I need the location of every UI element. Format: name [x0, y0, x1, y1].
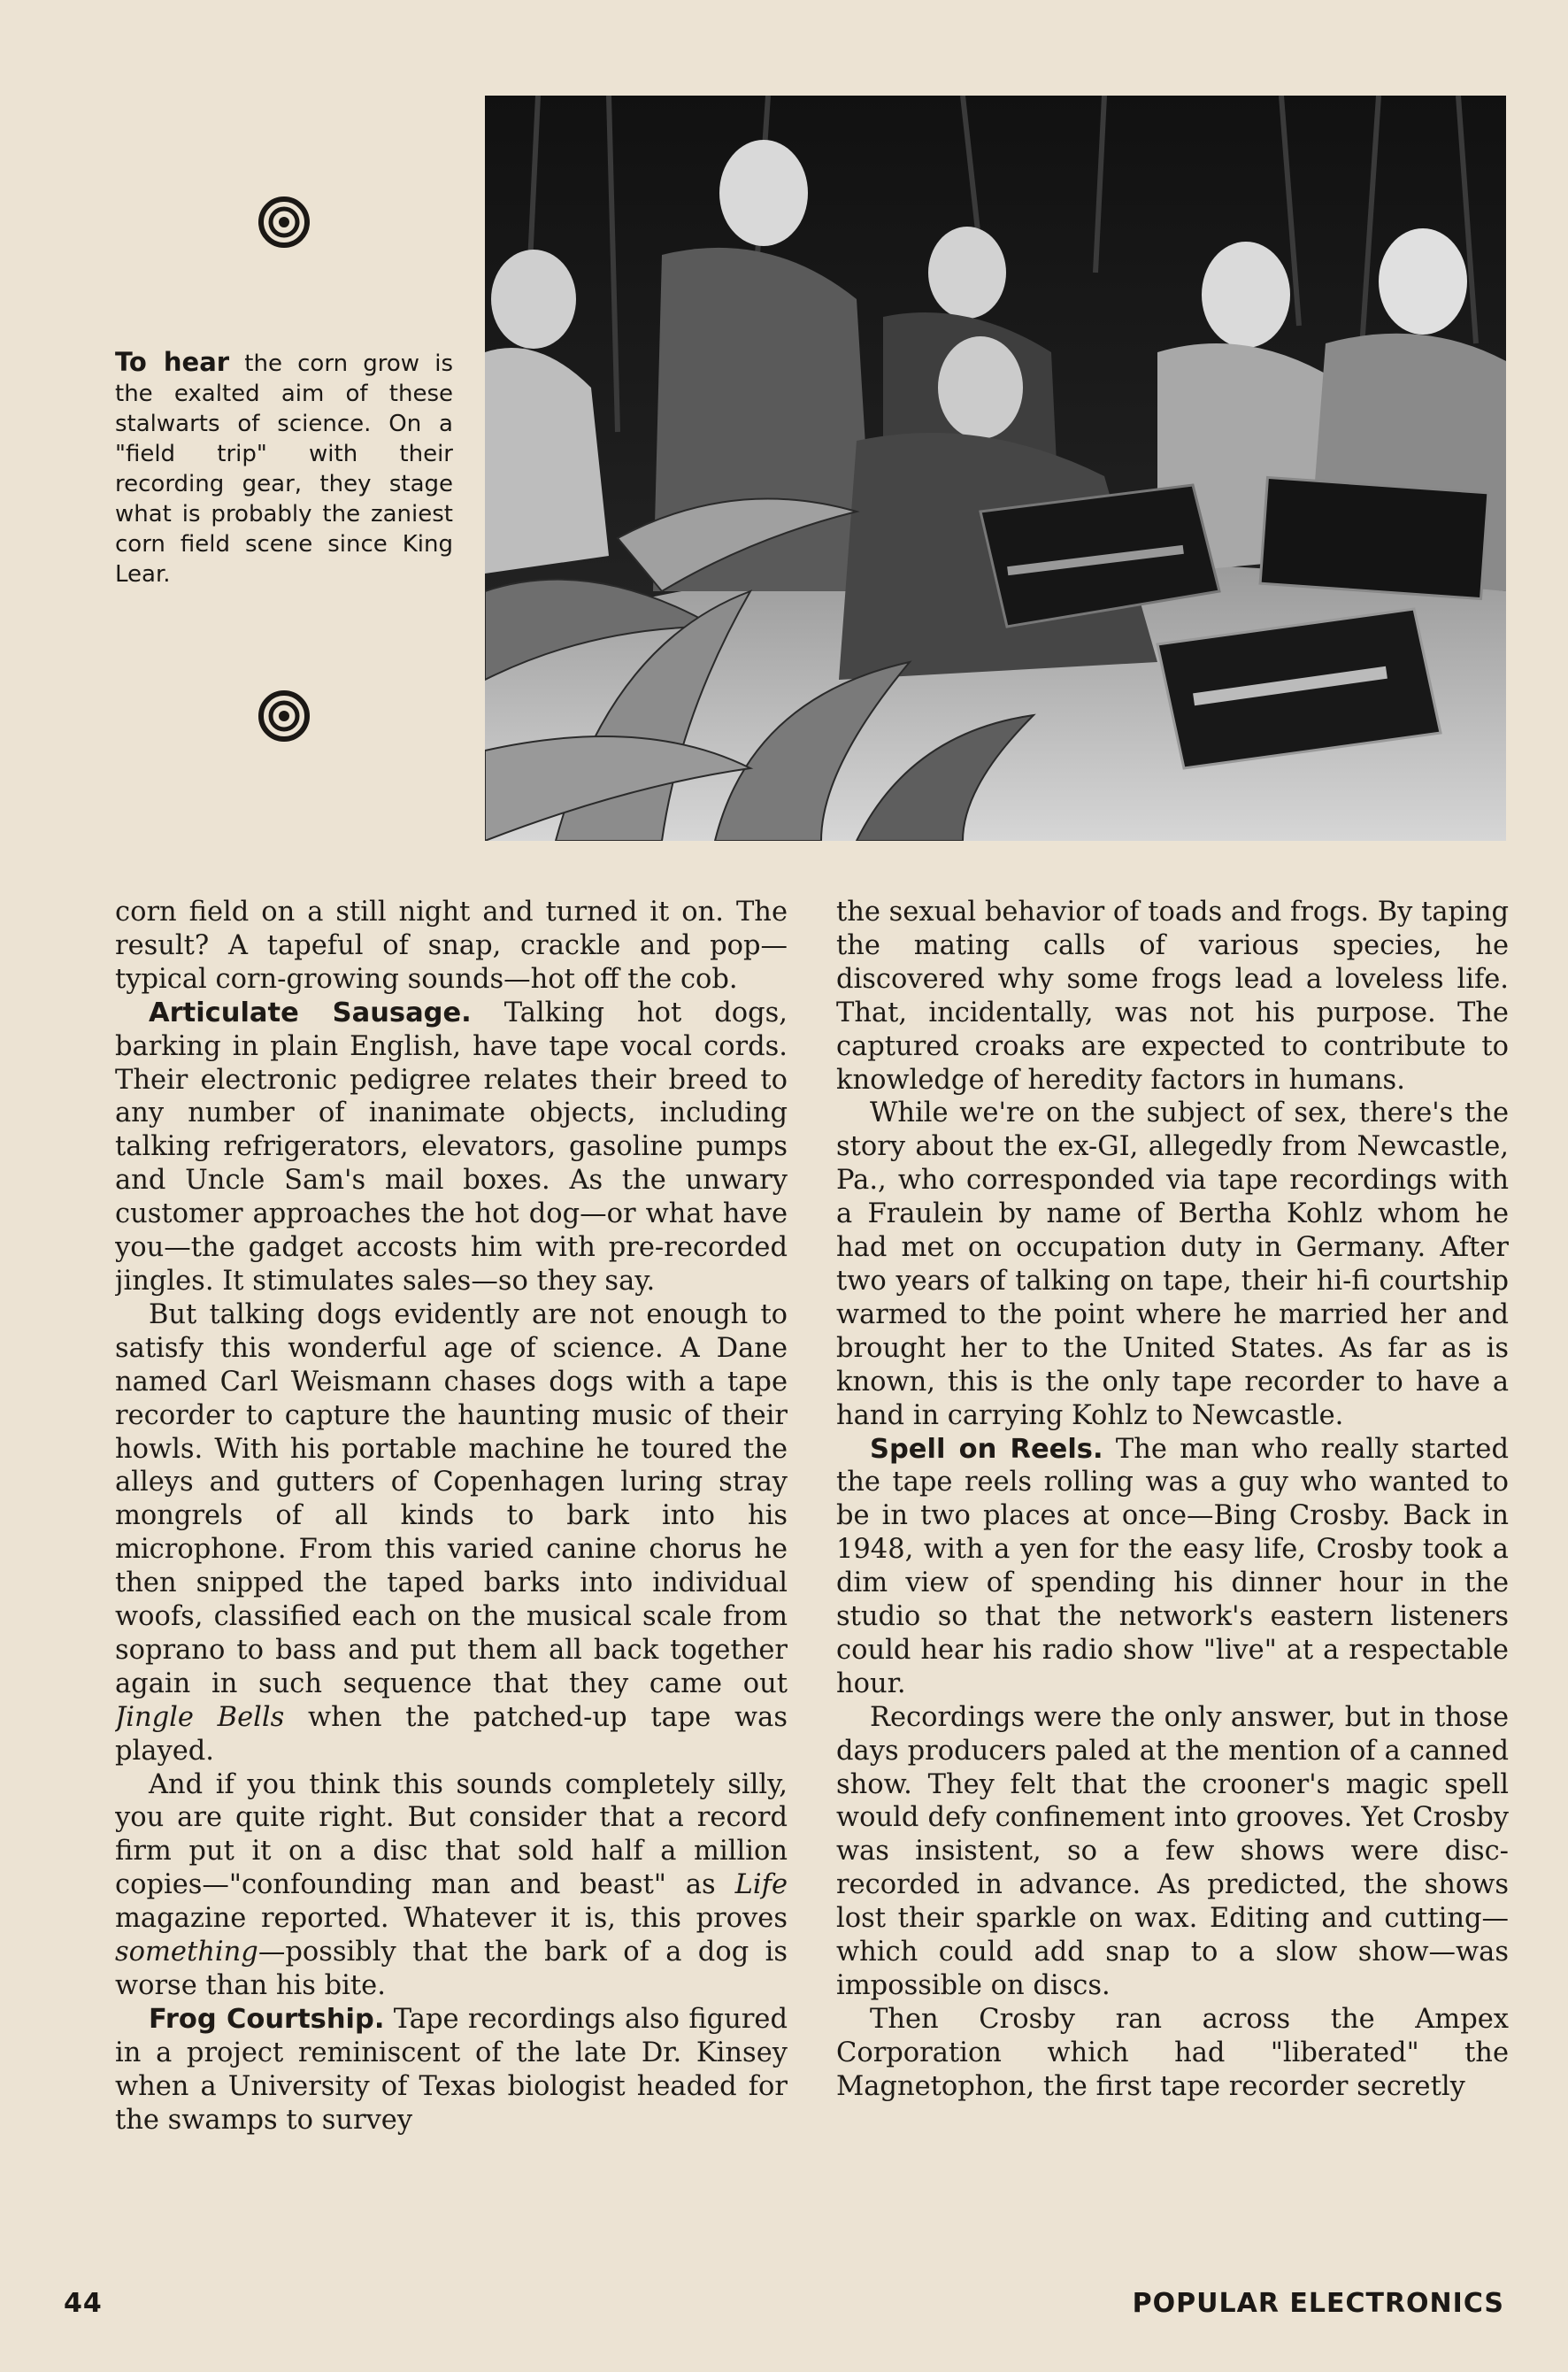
- caption-text: the corn grow is the exalted aim of these stalwarts of science. On a "field trip" with their recording gear, they stage what is probably the zaniest corn field scene since King Lear.: [115, 350, 453, 588]
- paragraph: But talking dogs evidently are not enough to satisfy this wonderful age of science. A Dane named Carl Weismann chases dogs with a tape recorder to capture the haunting music of their howls. With his portable machine he toured the alleys and gutters of Copenhagen luring stray mongrels of all kinds to bark into his microphone. From this varied canine chorus he then snipped the taped barks into individual woofs, classified each on the musical scale from soprano to bass and put them all back together again in such sequence that they came out Jingle Bells when the patched-up tape was played.: [115, 1298, 788, 1767]
- photograph: [485, 96, 1506, 841]
- bullseye-ornament-icon: [258, 196, 310, 248]
- subhead-frog-courtship: Frog Courtship.: [149, 2003, 385, 2035]
- paragraph: corn field on a still night and turned it on. The result? A tapeful of snap, crackle and pop—typical corn-growing sounds—hot off the cob.: [115, 897, 788, 995]
- magazine-name: POPULAR ELECTRONICS: [1132, 2288, 1504, 2319]
- photo-caption: [115, 347, 453, 589]
- subhead-articulate-sausage: Articulate Sausage.: [149, 997, 472, 1028]
- paragraph: Then Crosby ran across the Ampex Corporation which had "liberated" the Magnetophon, the first tape recorder secretly: [836, 2003, 1509, 2102]
- article-column-right: [836, 896, 1509, 2268]
- page-number: 44: [64, 2288, 103, 2319]
- paragraph: Articulate Sausage. Talking hot dogs, barking in plain English, have tape vocal cords. Their electronic pedigree relates their breed to any number of inanimate objects, including talking refrigerators, elevators, gasoline pumps and Uncle Sam's mail boxes. As the unwary customer approaches the hot dog—or what have you—the gadget accosts him with pre-recorded jingles. It stimulates sales—so they say.: [115, 997, 788, 1297]
- paragraph: And if you think this sounds completely silly, you are quite right. But consider that a record firm put it on a disc that sold half a million copies—"confounding man and beast" as Life magazine reported. Whatever it is, this proves something—possibly that the bark of a dog is worse than his bite.: [115, 1768, 788, 2001]
- photo-scene-illustration: [485, 96, 1506, 841]
- bullseye-ornament-icon: [258, 690, 310, 742]
- paragraph: Recordings were the only answer, but in those days producers paled at the mention of a canned show. They felt that the crooner's magic spell would defy confinement into grooves. Yet Crosby was insistent, so a few shows were disc-recorded in advance. As predicted, the shows lost their sparkle on wax. Editing and cutting—which could add snap to a slow show—was impossible on discs.: [836, 1701, 1509, 2001]
- paragraph: Frog Courtship. Tape recordings also figured in a project reminiscent of the late Dr. Kinsey when a University of Texas biologist headed for the swamps to survey: [115, 2003, 788, 2136]
- article-column-left: [115, 896, 788, 2268]
- caption-lead: To hear: [115, 347, 230, 377]
- paragraph: While we're on the subject of sex, there's the story about the ex-GI, allegedly from Newcastle, Pa., who corresponded via tape recordings with a Fraulein by name of Bertha Kohlz whom he had met on occupation duty in Germany. After two years of talking on tape, their hi-fi courtship warmed to the point where he married her and brought her to the United States. As far as is known, this is the only tape recorder to have a hand in carrying Kohlz to Newcastle.: [836, 1097, 1509, 1431]
- subhead-spell-on-reels: Spell on Reels.: [870, 1433, 1103, 1465]
- paragraph: the sexual behavior of toads and frogs. By taping the mating calls of various species, he discovered why some frogs lead a loveless life. That, incidentally, was not his purpose. The captured croaks are expected to contribute to knowledge of heredity factors in humans.: [836, 897, 1509, 1096]
- paragraph: Spell on Reels. The man who really started the tape reels rolling was a guy who wanted to be in two places at once—Bing Crosby. Back in 1948, with a yen for the easy life, Crosby took a dim view of spending his dinner hour in the studio so that the network's eastern listeners could hear his radio show "live" at a respectable hour.: [836, 1433, 1509, 1699]
